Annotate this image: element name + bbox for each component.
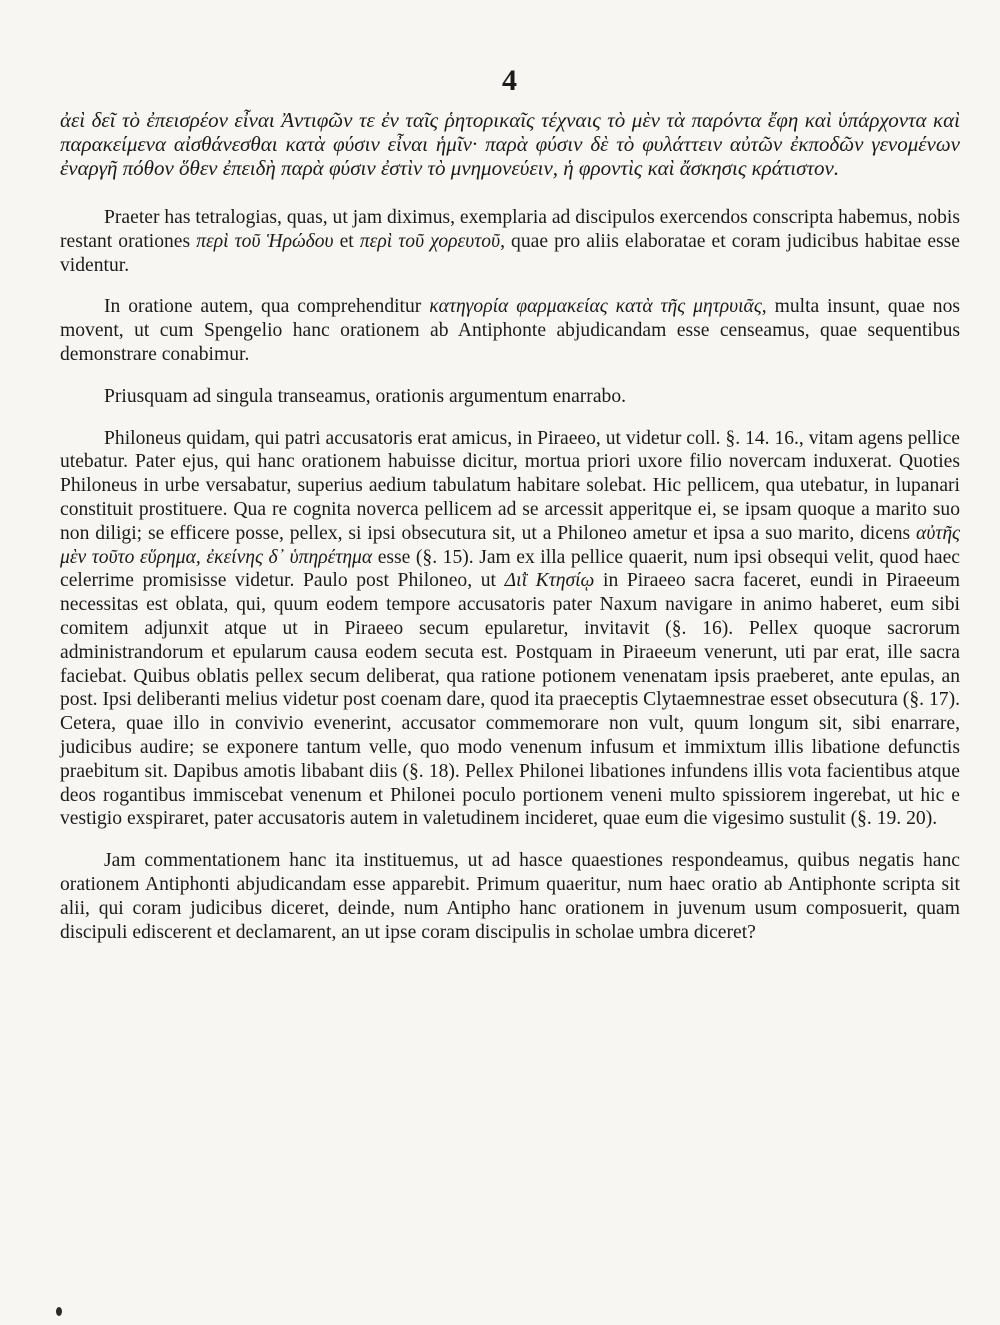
text-run: In oratione autem, qua comprehenditur	[104, 296, 430, 318]
paragraph-priusquam: Priusquam ad singula transeamus, orationis argumentum enarrabo.	[104, 385, 627, 407]
greek-title-kategoria: κατηγορία φαρμακείας κατὰ τῆς μητρυιᾶς	[429, 296, 762, 318]
paragraph-commentationem: Jam commentationem hanc ita instituemus, ut ad hasce quaestiones respondeamus, quibus negatis hanc orationem Antiphonti abjudicandam esse apparebit. Primum quaeritur, num haec oratio ab Antiphonte scripta sit alii, qui coram judicibus diceret, deinde, num Antipho hanc orationem in juvenum usum composuerit, quam discipuli ediscerent et declamarent, an ut ipse coram discipulis in scholae umbra diceret?	[60, 850, 960, 943]
greek-title-herodes: περὶ τοῦ Ἡρώδου	[196, 230, 334, 252]
text-run: , quae pro aliis elaboratae et coram judicibus habitae esse videntur.	[60, 230, 960, 276]
paragraph-oratione	[60, 295, 960, 366]
greek-quotation-paragraph: ἀεὶ δεῖ τὸ ἐπεισρέον εἶναι Ἀντιφῶν τε ἐν ταῖς ῥητορικαῖς τέχναις τὸ μὲν τὰ παρόντα ἔφη καὶ ὑπάρχοντα καὶ παρακείμενα αἰσθάνεσθαι κατὰ φύσιν εἶναι ἡμῖν· παρὰ φύσιν δὲ τὸ φυλάττειν αὐτῶν ἐκποδῶν γενομένων ἐναργῆ πόθον ὅθεν ἐπειδὴ παρὰ φύσιν ἐστὶν τὸ μνημονεύειν, ἡ φροντὶς καὶ ἄσκησις κράτιστον.	[60, 108, 960, 180]
ink-blot-icon	[56, 1307, 62, 1316]
text-run: Praeter has tetralogias, quas, ut jam diximus, exemplaria ad discipulos exercendos conscripta habemus, nobis restant orationes	[60, 207, 960, 252]
text-run: Philoneus quidam, qui patri accusatoris erat amicus, in Piraeeo, ut videtur coll. §. 14. 16., vitam agens pellice utebatur. Pater ejus, qui hanc orationem habuisse dicitur, mortua priori uxore filio novercam induxerat. Quoties Philoneus in urbe versabatur, superius aedium tabulatum habitare solebat. Hic pellicem, qua utebatur, in lupanari constituit prostituere. Qua re cognita noverca pellicem ad se arcessit apperitque ei, se ipsam quoque a marito suo non diligi; se efficere posse, pellex, si ipsi obsecutura sit, ut a Philoneo ametur et ipsa a suo marito, dicens	[60, 427, 960, 544]
text-run: , multa insunt, quae nos movent, ut cum Spengelio hanc orationem ab Antiphonte abjudicandam esse censeamus, quae sequentibus demonstrare conabimur.	[60, 296, 961, 365]
page-number: 4	[502, 64, 518, 97]
text-run: et	[333, 230, 360, 252]
text-run: in Piraeeo sacra faceret, eundi in Piraeeum necessitas est oblata, qui, quum eodem tempore accusatoris pater Naxum navigare in animo haberet, eum sibi comitem adjunxit atque ut in Piraeeo secum epularetur, invitavit (§. 16). Pellex quoque sacrorum administrandorum et epularum causa eodem secuta est. Postquam in Piraeeum venerunt, uti par erat, ille sacra faciebat. Quibus oblatis pellex secum deliberat, qua ratione potionem venenatam ipsis praeberet, ante epulas, an post. Ipsi deliberanti melius videtur post coenam dare, quod ita praeceptis Clytaemnestrae esset obsecutura (§. 17). Cetera, quae illo in convivio evenerint, accusator commemorare non vult, quum longum sit, sibi enarrare, judicibus audire; se exponere tantum velle, quo modo venenum infusum et immixtum illis libatione defunctis praebitum sit. Dapibus amotis libabant diis (§. 18). Pellex Philonei libationes infundens illis vota facientibus atque deos rogantibus immiscebat venenum et Philonei poculo portionem veneni multo spissiorem ingerebat, ut hic e vestigio exspiraret, pater accusatoris autem in valetudinem incideret, quae eum die vigesimo sustulit (§. 19. 20).	[60, 570, 960, 830]
text-run: esse (§. 15). Jam ex illa pellice quaerit, num ipsi obsequi velit, quod haec celerrime promisisse videtur. Paulo post Philoneo, ut	[60, 546, 960, 592]
paragraph-argumentum	[60, 427, 960, 832]
book-page	[60, 0, 960, 1325]
greek-quote-heurema: αὐτῆς μὲν τοῦτο εὕρημα, ἐκείνης δ᾽ ὑπηρέτημα	[60, 522, 960, 568]
page-body	[60, 108, 960, 944]
greek-title-choreutes: περὶ τοῦ χορευτοῦ	[359, 230, 501, 252]
greek-dii-ktesio: Διῒ Κτησίῳ	[504, 570, 595, 592]
paragraph-tetralogias	[60, 206, 960, 277]
